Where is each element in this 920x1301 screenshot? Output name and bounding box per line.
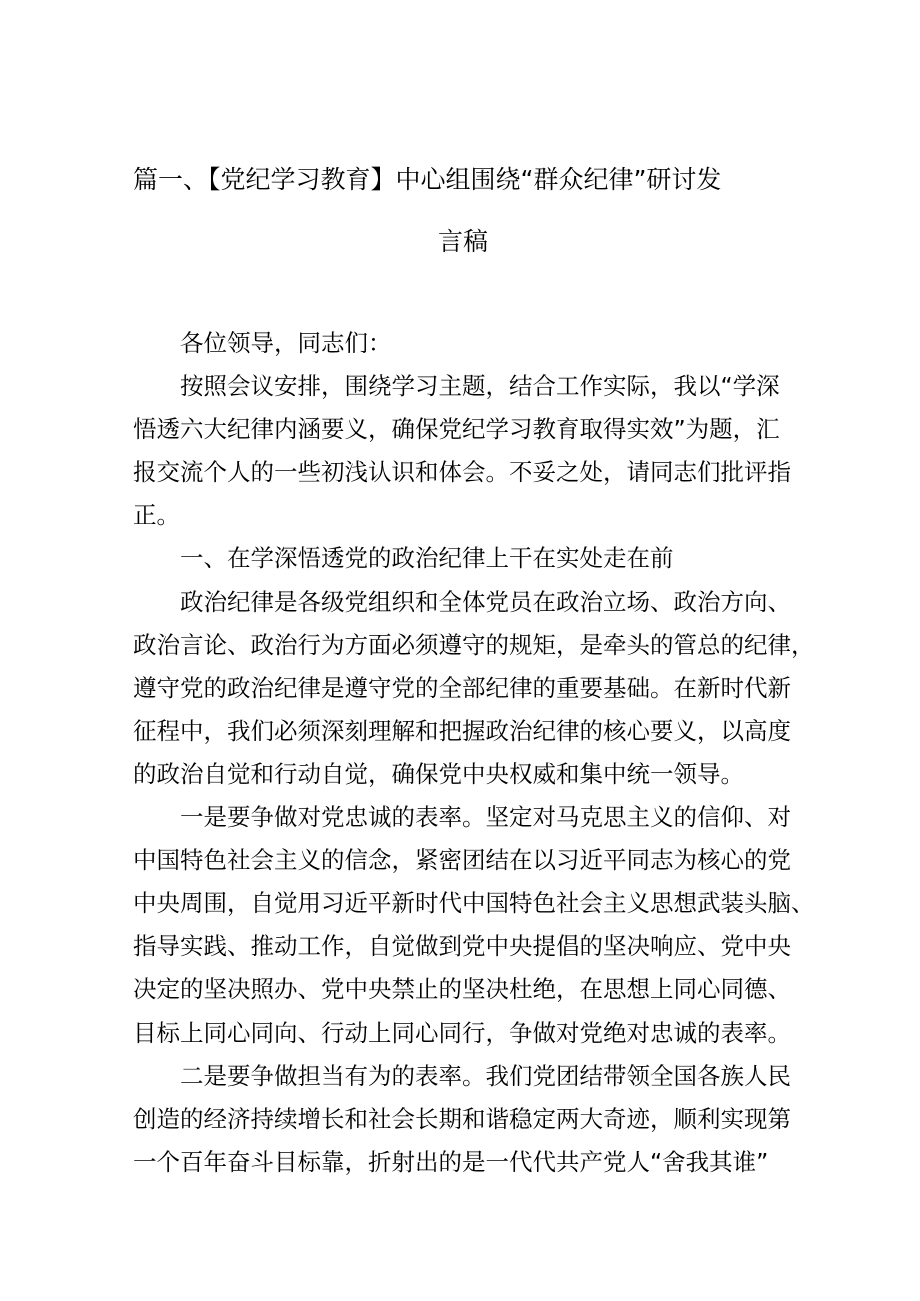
body-line: 决定的坚决照办、党中央禁止的坚决杜绝，在思想上同心同德、 [133,975,791,1004]
body-line: 中央周围，自觉用习近平新时代中国特色社会主义思想武装头脑、 [133,889,815,918]
body-line: 创造的经济持续增长和社会长期和谐稳定两大奇迹，顺利实现第 [133,1104,791,1133]
body-line: 政治纪律是各级党组织和全体党员在政治立场、政治方向、 [180,587,791,616]
body-line: 悟透六大纪律内涵要义，确保党纪学习教育取得实效”为题，汇 [133,415,780,444]
body-line: 指导实践、推动工作，自觉做到党中央提倡的坚决响应、党中央 [133,932,791,961]
body-line: 二是要争做担当有为的表率。我们党团结带领全国各族人民 [180,1061,791,1090]
body-line: 目标上同心同向、行动上同心同行，争做对党绝对忠诚的表率。 [133,1018,791,1047]
body-line: 各位领导，同志们： [180,329,392,357]
body-line: 中国特色社会主义的信念，紧密团结在以习近平同志为核心的党 [133,846,791,875]
body-line: 正。 [133,501,180,530]
body-line: 的政治自觉和行动自觉，确保党中央权威和集中统一领导。 [133,759,744,788]
document-body [133,322,815,1184]
document-title-line-1: 篇一、【党纪学习教育】中心组围绕“群众纪律”研讨发 [133,165,722,194]
body-line: 遵守党的政治纪律是遵守党的全部纪律的重要基础。在新时代新 [133,673,791,702]
body-line: 一是要争做对党忠诚的表率。坚定对马克思主义的信仰、对 [180,803,791,832]
body-line: 报交流个人的一些初浅认识和体会。不妥之处，请同志们批评指 [133,458,791,487]
body-line: 按照会议安排，围绕学习主题，结合工作实际，我以“学深 [180,372,780,401]
body-line: 一个百年奋斗目标靠，折射出的是一代代共产党人“舍我其谁” [133,1147,769,1176]
document-title-line-2: 言稿 [438,227,489,256]
section-heading: 一、在学深悟透党的政治纪律上干在实处走在前 [180,544,674,573]
body-line: 政治言论、政治行为方面必须遵守的规矩，是牵头的管总的纪律， [133,630,815,659]
body-line: 征程中，我们必须深刻理解和把握政治纪律的核心要义，以高度 [133,716,791,745]
